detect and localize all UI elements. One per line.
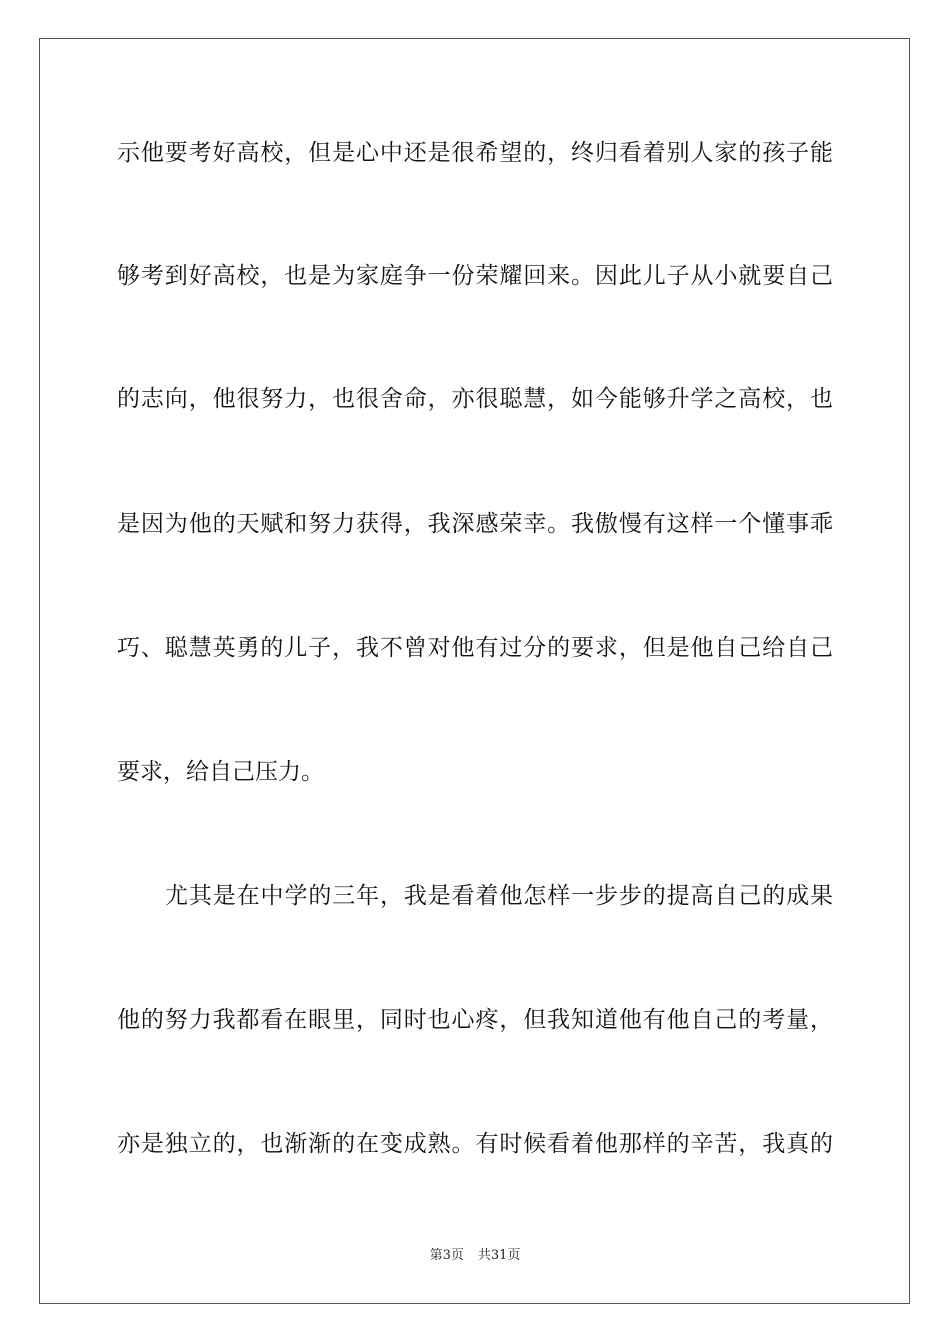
body-text-line: 他的努力我都看在眼里，同时也心疼，但我知道他有他自己的考量， — [117, 1007, 833, 1033]
total-pages: 共31页 — [477, 1248, 521, 1263]
page-number: 第3页 — [429, 1248, 464, 1263]
body-text-line: 巧、聪慧英勇的儿子，我不曾对他有过分的要求，但是他自己给自己 — [117, 635, 833, 661]
body-text-line: 够考到好高校，也是为家庭争一份荣耀回来。因此儿子从小就要自己 — [117, 263, 833, 289]
body-text-line: 要求，给自己压力。 — [117, 759, 324, 785]
body-text-line: 是因为他的天赋和努力获得，我深感荣幸。我傲慢有这样一个懂事乖 — [117, 511, 833, 537]
body-text-line: 的志向，他很努力，也很舍命，亦很聪慧，如今能够升学之高校，也 — [117, 386, 833, 412]
page-frame — [39, 38, 910, 1304]
paragraph-first-line: 尤其是在中学的三年，我是看着他怎样一步步的提高自己的成果 — [165, 883, 833, 909]
body-text-line: 亦是独立的，也渐渐的在变成熟。有时候看着他那样的辛苦，我真的 — [117, 1131, 833, 1157]
body-text-line: 示他要考好高校，但是心中还是很希望的，终归看着别人家的孩子能 — [117, 140, 833, 166]
page-footer — [0, 1248, 950, 1264]
